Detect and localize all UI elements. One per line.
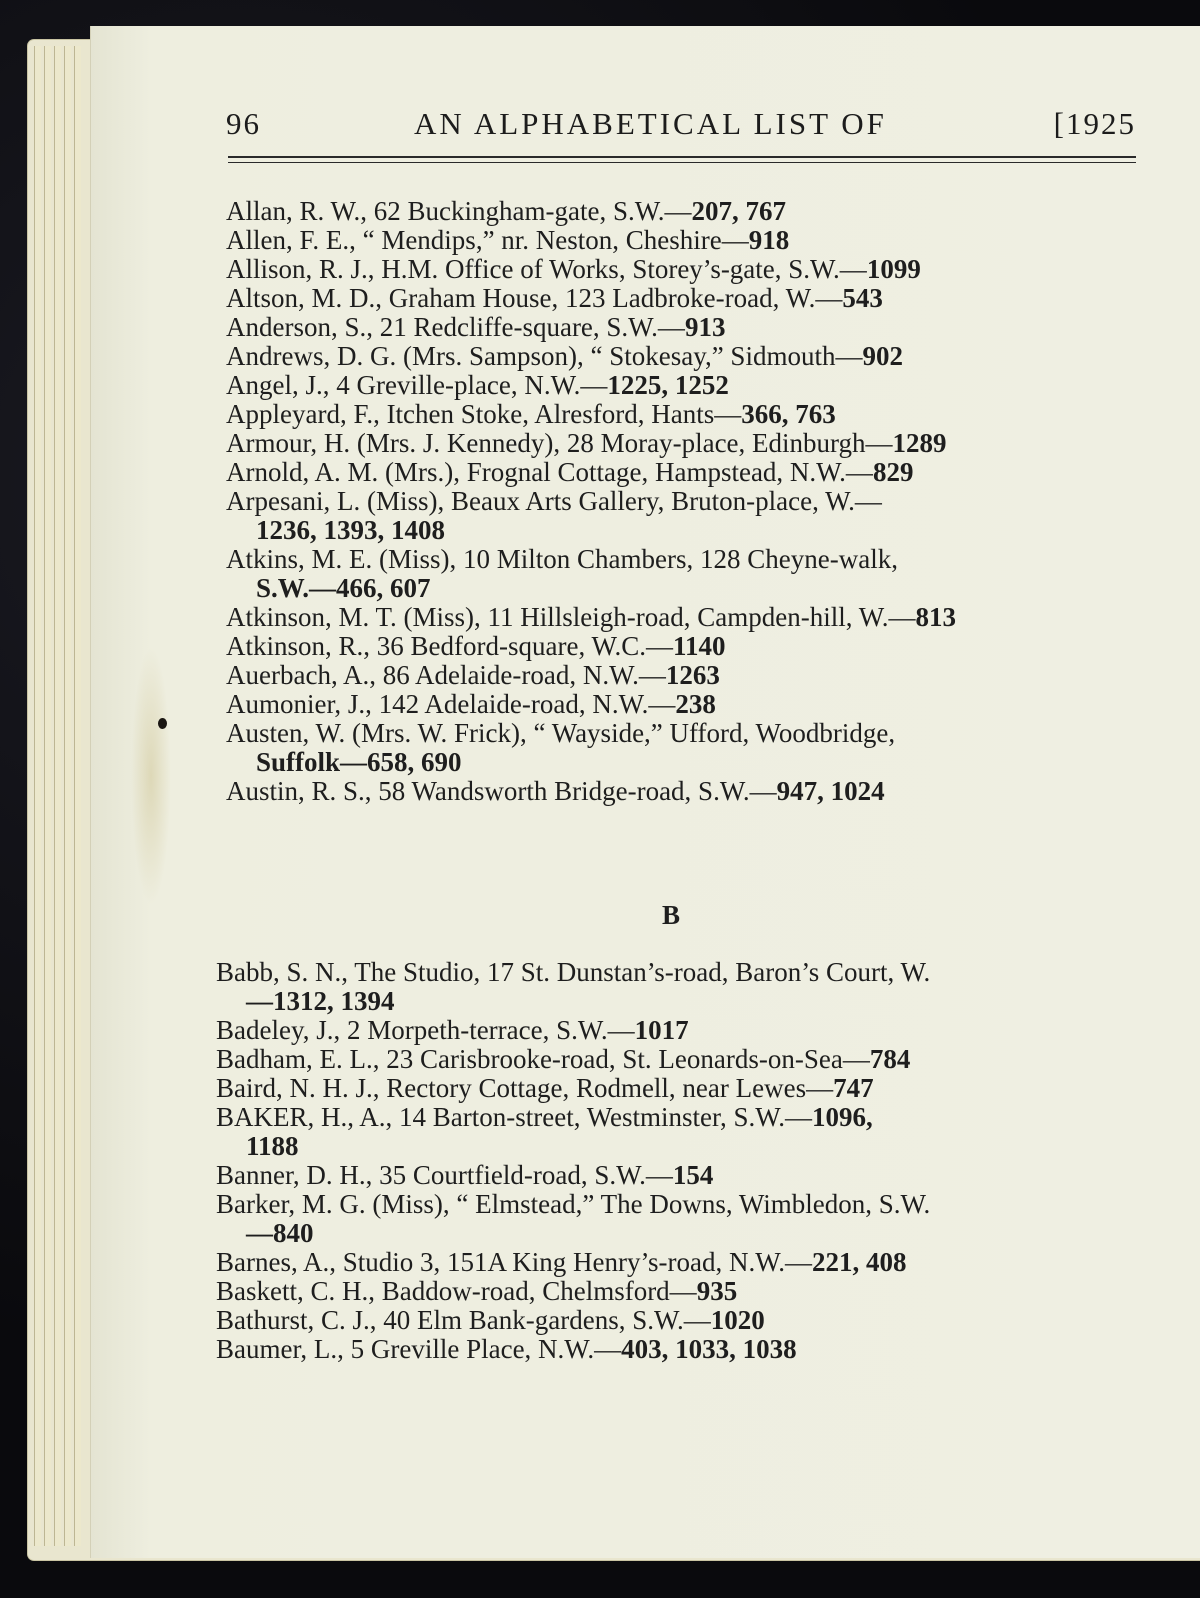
list-entry: Bathurst, C. J., 40 Elm Bank-gardens, S.W.—1020 [216, 1305, 765, 1335]
list-entry: Atkins, M. E. (Miss), 10 Milton Chambers, 128 Cheyne-walk, S.W.—466, 607 [226, 544, 898, 603]
list-entry: Appleyard, F., Itchen Stoke, Alresford, Hants—366, 763 [226, 399, 836, 429]
list-entry: Badeley, J., 2 Morpeth-terrace, S.W.—1017 [216, 1015, 689, 1045]
header-rule [228, 156, 1136, 158]
list-entry: Aumonier, J., 142 Adelaide-road, N.W.—238 [226, 689, 716, 719]
page-edge [74, 46, 81, 1546]
page-year: [1925 [1053, 106, 1136, 141]
list-entry: Badham, E. L., 23 Carisbrooke-road, St. Leonards-on-Sea—784 [216, 1044, 911, 1074]
list-entry: Barker, M. G. (Miss), “ Elmstead,” The Downs, Wimbledon, S.W. —840 [216, 1189, 931, 1248]
ink-speck [158, 718, 167, 729]
list-entry: Barnes, A., Studio 3, 151A King Henry’s-road, N.W.—221, 408 [216, 1247, 907, 1277]
list-entry: Angel, J., 4 Greville-place, N.W.—1225, 1252 [226, 370, 729, 400]
list-entry: Armour, H. (Mrs. J. Kennedy), 28 Moray-place, Edinburgh—1289 [226, 428, 947, 458]
list-entry: BAKER, H., A., 14 Barton-street, Westminster, S.W.—1096, 1188 [216, 1102, 873, 1161]
list-entry: Austen, W. (Mrs. W. Frick), “ Wayside,” Ufford, Woodbridge, Suffolk—658, 690 [226, 718, 896, 777]
page-edge [64, 46, 71, 1546]
list-entry: Allan, R. W., 62 Buckingham-gate, S.W.—207, 767 [226, 196, 786, 226]
page-edge [34, 46, 41, 1546]
list-entry: Baumer, L., 5 Greville Place, N.W.—403, 1033, 1038 [216, 1334, 797, 1364]
list-entry: Anderson, S., 21 Redcliffe-square, S.W.—913 [226, 312, 726, 342]
list-entry: Altson, M. D., Graham House, 123 Ladbroke-road, W.—543 [226, 283, 883, 313]
list-entry: Allen, F. E., “ Mendips,” nr. Neston, Cheshire—918 [226, 225, 790, 255]
page-header [226, 106, 1138, 150]
section-heading-b: B [662, 900, 681, 930]
list-entry: Baird, N. H. J., Rectory Cottage, Rodmell, near Lewes—747 [216, 1073, 874, 1103]
list-entry: Atkinson, M. T. (Miss), 11 Hillsleigh-road, Campden-hill, W.—813 [226, 602, 956, 632]
header-rule [228, 162, 1136, 163]
page-number: 96 [226, 106, 261, 141]
page-stain [131, 646, 171, 906]
page-edge [54, 46, 61, 1546]
list-entry: Arpesani, L. (Miss), Beaux Arts Gallery, Bruton-place, W.— 1236, 1393, 1408 [226, 486, 882, 545]
page-title: AN ALPHABETICAL LIST OF [414, 106, 887, 141]
list-entry: Auerbach, A., 86 Adelaide-road, N.W.—1263 [226, 660, 720, 690]
list-entry: Baskett, C. H., Baddow-road, Chelmsford—935 [216, 1276, 738, 1306]
list-entry: Allison, R. J., H.M. Office of Works, Storey’s-gate, S.W.—1099 [226, 254, 921, 284]
list-entry: Babb, S. N., The Studio, 17 St. Dunstan’s-road, Baron’s Court, W. —1312, 1394 [216, 957, 931, 1016]
list-entry: Banner, D. H., 35 Courtfield-road, S.W.—154 [216, 1160, 714, 1190]
entries-section-b [216, 958, 1138, 1364]
list-entry: Arnold, A. M. (Mrs.), Frognal Cottage, Hampstead, N.W.—829 [226, 457, 914, 487]
list-entry: Atkinson, R., 36 Bedford-square, W.C.—1140 [226, 631, 726, 661]
entries-section-a [226, 197, 1138, 806]
list-entry: Andrews, D. G. (Mrs. Sampson), “ Stokesay,” Sidmouth—902 [226, 341, 903, 371]
list-entry: Austin, R. S., 58 Wandsworth Bridge-road, S.W.—947, 1024 [226, 776, 885, 806]
page-edge [44, 46, 51, 1546]
